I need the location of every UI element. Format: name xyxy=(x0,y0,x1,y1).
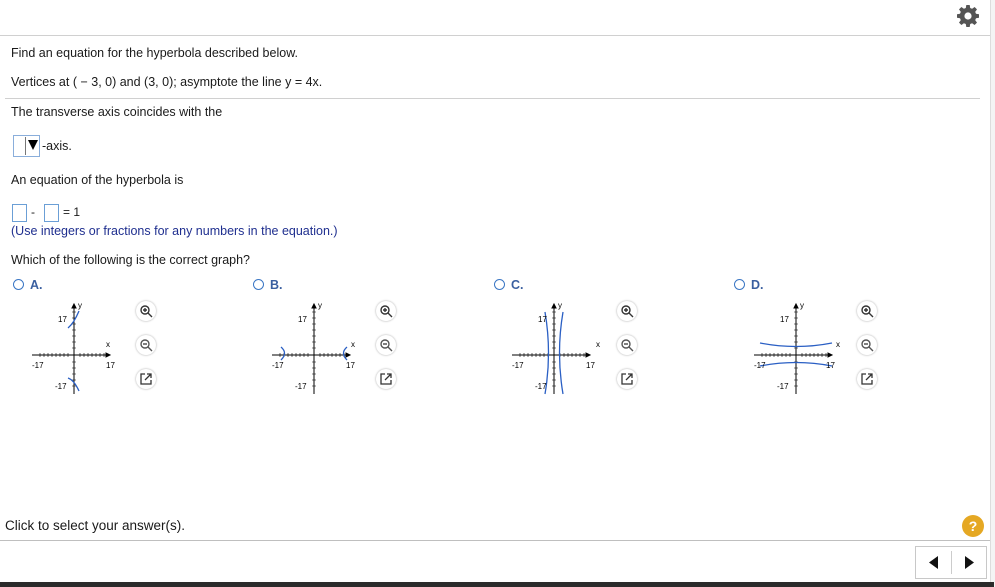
graph-c-xmin: -17 xyxy=(512,361,524,370)
zoom-in-icon xyxy=(379,304,393,318)
radio-d[interactable] xyxy=(734,279,745,290)
graph-c-x-label: x xyxy=(596,340,600,349)
graph-c-ymin: -17 xyxy=(535,382,547,391)
chevron-down-icon xyxy=(28,140,38,150)
graph-b-ymin: -17 xyxy=(295,382,307,391)
axis-suffix: -axis. xyxy=(42,139,72,153)
equals-one: = 1 xyxy=(63,205,81,219)
question-prompt: Find an equation for the hyperbola described below. xyxy=(11,46,298,60)
minus-sign: - xyxy=(31,205,35,219)
graph-b-xmax: 17 xyxy=(346,361,355,370)
zoom-in-button-d[interactable] xyxy=(857,301,877,321)
graph-a-xmax: 17 xyxy=(106,361,115,370)
given-conditions: Vertices at ( − 3, 0) and (3, 0); asymptote the line y = 4x. xyxy=(11,75,323,89)
external-link-icon xyxy=(860,372,874,386)
triangle-right-icon xyxy=(952,547,987,578)
graph-b-x-label: x xyxy=(351,340,355,349)
graph-a-xmin: -17 xyxy=(32,361,44,370)
next-button[interactable] xyxy=(952,547,987,578)
graph-c xyxy=(510,298,600,398)
zoom-in-button-b[interactable] xyxy=(376,301,396,321)
graph-a-x-label: x xyxy=(106,340,110,349)
graph-b-xmin: -17 xyxy=(272,361,284,370)
equation-term1-input[interactable] xyxy=(12,204,27,222)
graph-b xyxy=(270,298,354,398)
graph-d-xmin: -17 xyxy=(754,361,766,370)
scrollbar-track[interactable] xyxy=(990,0,995,587)
enlarge-button-c[interactable] xyxy=(617,369,637,389)
help-button[interactable]: ? xyxy=(962,515,984,537)
zoom-in-button-a[interactable] xyxy=(136,301,156,321)
graph-d xyxy=(752,298,840,398)
graph-d-ymin: -17 xyxy=(777,382,789,391)
zoom-in-icon xyxy=(620,304,634,318)
radio-a[interactable] xyxy=(13,279,24,290)
graph-a-y-label: y xyxy=(78,301,82,310)
zoom-out-icon xyxy=(379,338,393,352)
transverse-axis-prompt: The transverse axis coincides with the xyxy=(11,105,223,119)
choice-a-label: A. xyxy=(30,278,43,292)
choice-b-label: B. xyxy=(270,278,283,292)
external-link-icon xyxy=(139,372,153,386)
question-nav xyxy=(915,546,987,579)
enlarge-button-b[interactable] xyxy=(376,369,396,389)
enlarge-button-d[interactable] xyxy=(857,369,877,389)
graph-a-ymax: 17 xyxy=(58,315,67,324)
zoom-out-button-d[interactable] xyxy=(857,335,877,355)
zoom-in-icon xyxy=(860,304,874,318)
graph-d-xmax: 17 xyxy=(826,361,835,370)
zoom-in-button-c[interactable] xyxy=(617,301,637,321)
graph-a-ymin: -17 xyxy=(55,382,67,391)
gear-icon[interactable] xyxy=(956,4,980,28)
hint-text: (Use integers or fractions for any numbers in the equation.) xyxy=(11,224,338,238)
radio-c[interactable] xyxy=(494,279,505,290)
graph-a xyxy=(30,298,114,398)
previous-button[interactable] xyxy=(916,547,951,578)
zoom-out-icon xyxy=(860,338,874,352)
zoom-out-button-a[interactable] xyxy=(136,335,156,355)
enlarge-button-a[interactable] xyxy=(136,369,156,389)
status-text: Click to select your answer(s). xyxy=(5,518,186,533)
graph-d-y-label: y xyxy=(800,301,804,310)
graph-d-ymax: 17 xyxy=(780,315,789,324)
triangle-left-icon xyxy=(916,547,951,578)
choice-c-label: C. xyxy=(511,278,524,292)
zoom-out-button-c[interactable] xyxy=(617,335,637,355)
external-link-icon xyxy=(620,372,634,386)
axis-dropdown[interactable] xyxy=(13,135,40,157)
graph-c-xmax: 17 xyxy=(586,361,595,370)
graph-d-x-label: x xyxy=(836,340,840,349)
external-link-icon xyxy=(379,372,393,386)
equation-term2-input[interactable] xyxy=(44,204,59,222)
graph-b-y-label: y xyxy=(318,301,322,310)
graph-prompt: Which of the following is the correct graph? xyxy=(11,253,251,267)
bottom-taskbar xyxy=(0,582,994,587)
zoom-in-icon xyxy=(139,304,153,318)
graph-c-y-label: y xyxy=(558,301,562,310)
equation-prompt: An equation of the hyperbola is xyxy=(11,173,184,187)
zoom-out-button-b[interactable] xyxy=(376,335,396,355)
zoom-out-icon xyxy=(620,338,634,352)
choice-d-label: D. xyxy=(751,278,764,292)
graph-c-ymax: 17 xyxy=(538,315,547,324)
graph-b-ymax: 17 xyxy=(298,315,307,324)
radio-b[interactable] xyxy=(253,279,264,290)
zoom-out-icon xyxy=(139,338,153,352)
